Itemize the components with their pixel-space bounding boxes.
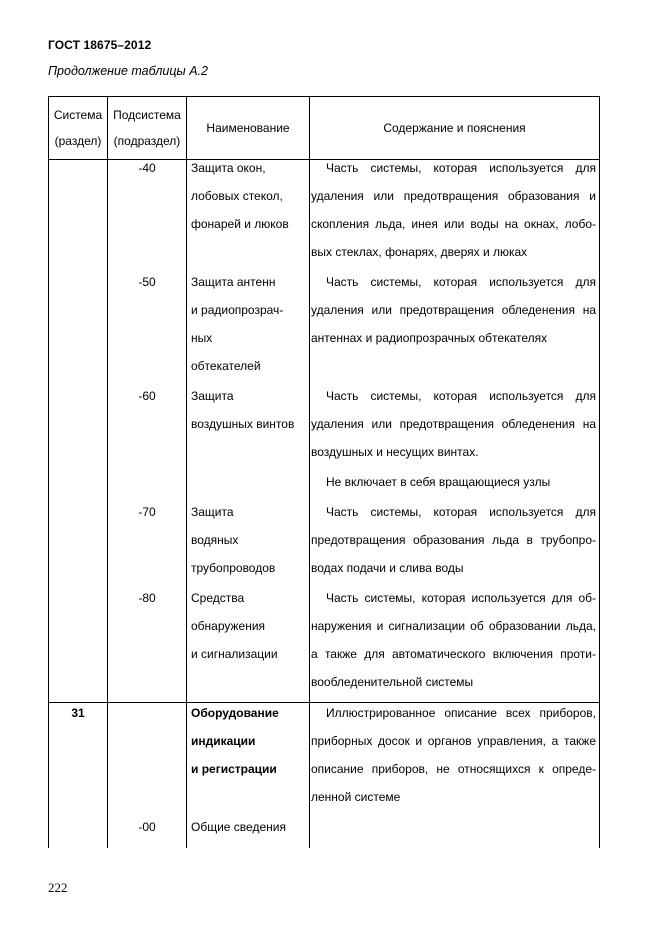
- name-line: водяных: [191, 533, 239, 547]
- table-continuation-caption: Продолжение таблицы А.2: [48, 64, 208, 78]
- name-line: Общие сведения: [191, 820, 286, 834]
- column-header-line: Подсистема: [113, 108, 181, 122]
- content-line: антеннах и радиопрозрачных обтекателях: [311, 331, 548, 345]
- subsystem-code: -80: [138, 591, 156, 605]
- content-line: удаления или предотвращения образования и: [311, 189, 596, 203]
- content-line: ленной системе: [311, 790, 401, 804]
- name-line: Средства: [191, 591, 245, 605]
- content-line: Часть системы, которая используется для: [326, 505, 596, 519]
- column-header-subsystem: [108, 97, 186, 159]
- name-line: Оборудование: [191, 706, 279, 720]
- name-line: Защита: [191, 389, 234, 403]
- content-line: удаления или предотвращения обледенения на: [311, 303, 596, 317]
- content-line: водах подачи и слива воды: [311, 561, 464, 575]
- classification-table: [48, 96, 600, 848]
- content-line: а также для автоматического включения проти-: [311, 647, 596, 661]
- column-header-system: [49, 97, 107, 159]
- name-line: Защита: [191, 505, 234, 519]
- name-line: воздушных винтов: [191, 417, 295, 431]
- content-line: воздушных и несущих винтах.: [311, 445, 479, 459]
- table-left-border: [48, 96, 49, 848]
- subsystem-code: -70: [138, 505, 156, 519]
- content-line: удаления или предотвращения обледенения на: [311, 417, 596, 431]
- content-line: Не включает в себя вращающиеся узлы: [326, 475, 551, 489]
- document-standard-header: ГОСТ 18675–2012: [48, 38, 152, 52]
- name-line: и регистрации: [191, 762, 277, 776]
- column-header-line: Наименование: [206, 121, 290, 135]
- content-line: Часть системы, которая используется для: [326, 389, 596, 403]
- column-header-content: [310, 97, 599, 159]
- name-line: и радиопрозрач-: [191, 303, 284, 317]
- column-header-line: (раздел): [54, 134, 102, 148]
- column-header-line: (подраздел): [113, 134, 181, 148]
- name-line: и сигнализации: [191, 647, 278, 661]
- content-line: вообледенительной системы: [311, 675, 474, 689]
- column-divider: [107, 96, 108, 848]
- name-line: трубопроводов: [191, 561, 276, 575]
- page-number: 222: [48, 880, 68, 895]
- content-line: описание приборов, не относящихся к опреде-: [311, 762, 596, 776]
- column-header-line: Содержание и пояснения: [383, 121, 526, 135]
- subsystem-code: -50: [138, 275, 156, 289]
- column-header-name: [187, 97, 309, 159]
- name-line: обтекателей: [191, 359, 261, 373]
- name-line: фонарей и люков: [191, 217, 289, 231]
- content-line: Часть системы, которая используется для: [326, 275, 596, 289]
- content-line: скопления льда, инея или воды на окнах, лобо-: [311, 217, 596, 231]
- content-line: вых стеклах, фонарях, дверях и люках: [311, 245, 528, 259]
- content-line: приборных досок и органов управления, а также: [311, 734, 596, 748]
- subsystem-code: -00: [138, 820, 156, 834]
- content-line: Часть системы, которая используется для: [326, 161, 596, 175]
- name-line: лобовых стекол,: [191, 189, 283, 203]
- content-line: Иллюстрированное описание всех приборов,: [326, 706, 596, 720]
- content-line: Часть системы, которая используется для об-: [326, 591, 596, 605]
- name-line: индикации: [191, 734, 256, 748]
- column-divider: [309, 96, 310, 848]
- name-line: обнаружения: [191, 619, 266, 633]
- system-code: 31: [71, 706, 85, 720]
- name-line: ных: [191, 331, 213, 345]
- subsystem-code: -60: [138, 389, 156, 403]
- column-divider: [186, 96, 187, 848]
- column-header-line: Система: [53, 108, 103, 122]
- section-divider: [48, 702, 600, 703]
- content-line: предотвращения образования льда в трубопро-: [311, 533, 596, 547]
- table-right-border: [599, 96, 600, 848]
- subsystem-code: -40: [138, 161, 156, 175]
- name-line: Защита антенн: [191, 275, 276, 289]
- content-line: наружения и сигнализации об образовании льда,: [311, 619, 596, 633]
- name-line: Защита окон,: [191, 161, 266, 175]
